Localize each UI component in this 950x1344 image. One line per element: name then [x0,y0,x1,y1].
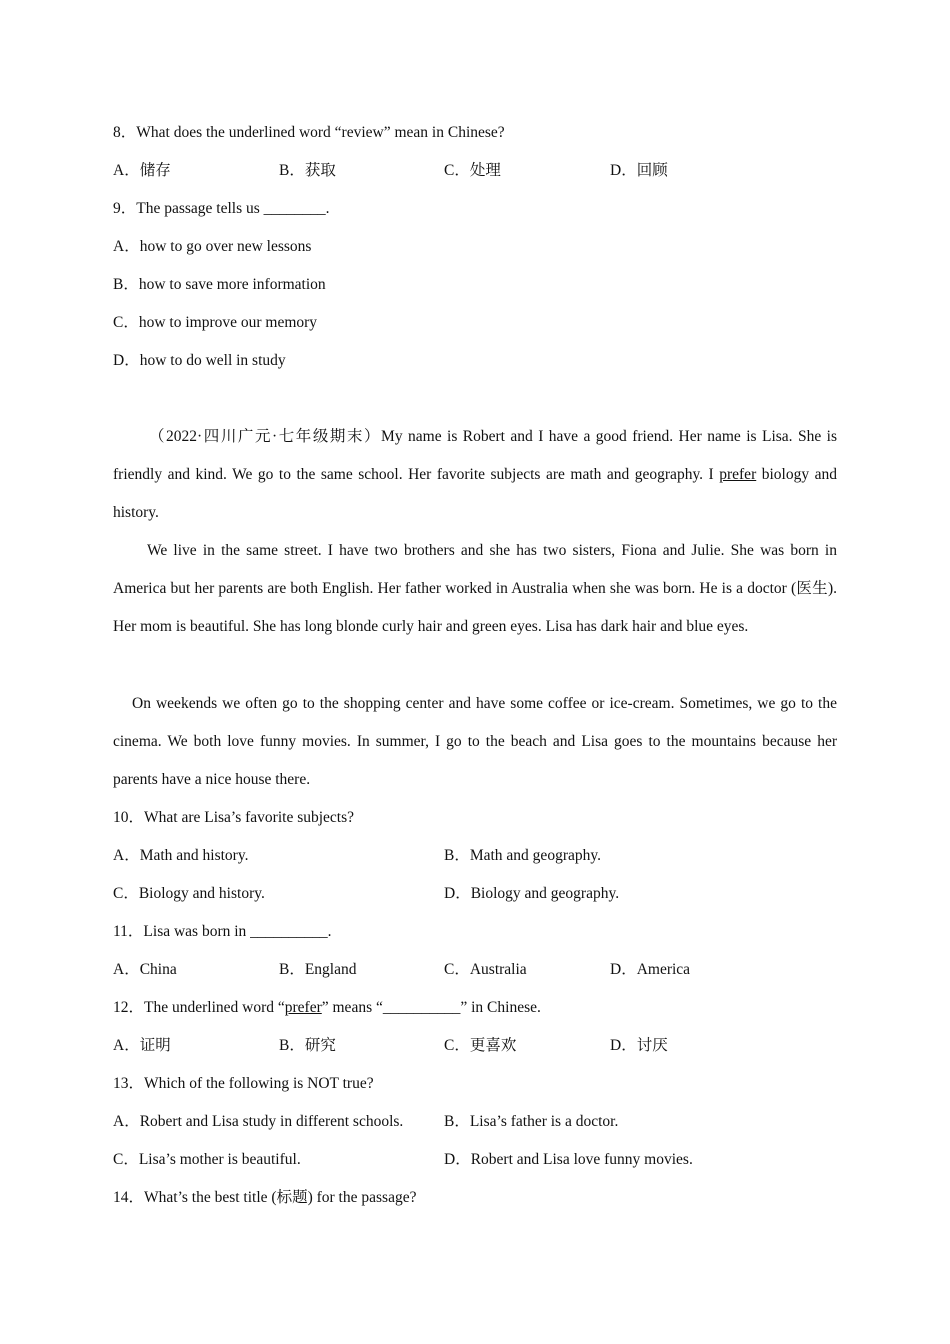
q10-option-d: D．Biology and geography. [444,885,620,902]
q10-option-b: B．Math and geography. [444,847,601,864]
q8-option-d: D．回顾 [610,162,668,179]
passage-paragraph-2: We live in the same street. I have two brothers and she has two sisters, Fiona and Julie. She was born in America but her parents are both English. Her father worked in Australia when she was born. He is a doctor (医生). Her mom is beautiful. She has long blonde curly hair and green eyes. Lisa has dark hair and blue eyes. [113,542,837,635]
q9-option-c: C．how to improve our memory [113,314,318,331]
question-10-stem: 10．What are Lisa’s favorite subjects? [113,809,355,826]
question-11-stem: 11．Lisa was born in __________. [113,923,332,940]
q12-option-a: A．证明 [113,1037,171,1054]
q12-stem-pre: 12．The underlined word “ [113,999,285,1016]
q11-option-b: B．England [279,961,357,978]
q11-option-a: A．China [113,961,177,978]
q13-option-c: C．Lisa’s mother is beautiful. [113,1151,301,1168]
q12-underlined-word: prefer [284,999,322,1016]
passage-paragraph-1 [113,418,837,532]
question-12-stem [113,998,541,1018]
q9-option-a: A．how to go over new lessons [113,238,312,255]
q8-option-a: A．储存 [113,162,171,179]
q12-stem-post: ” means “__________” in Chinese. [321,999,541,1016]
q13-option-a: A．Robert and Lisa study in different schools. [113,1113,404,1130]
p1-text-pre: （2022·四川广元·七年级期末）My name is Robert and I have a good friend. Her name is Lisa. She is friendly and kind. We go to the same school. Her favorite subjects are math and geography. I [113,428,837,483]
question-9-stem: 9．The passage tells us ________. [113,200,330,217]
q10-option-a: A．Math and history. [113,847,249,864]
question-14-stem: 14．What’s the best title (标题) for the passage? [113,1189,417,1206]
underlined-word-prefer: prefer [719,466,757,483]
q10-option-c: C．Biology and history. [113,885,265,902]
q13-option-d: D．Robert and Lisa love funny movies. [444,1151,693,1168]
passage-paragraph-3: On weekends we often go to the shopping center and have some coffee or ice-cream. Sometimes, we go to the cinema. We both love funny movies. In summer, I go to the beach and Lisa goes to the mountains because her parents have a nice house there. [113,695,837,788]
q9-option-b: B．how to save more information [113,276,326,293]
q8-option-c: C．处理 [444,162,501,179]
q13-option-b: B．Lisa’s father is a doctor. [444,1113,619,1130]
p1-text-post: biology and history. [113,466,837,521]
q12-option-c: C．更喜欢 [444,1037,517,1054]
q9-option-d: D．how to do well in study [113,352,286,369]
question-13-stem: 13．Which of the following is NOT true? [113,1075,374,1092]
q11-option-c: C．Australia [444,961,527,978]
question-8-stem: 8．What does the underlined word “review” mean in Chinese? [113,124,505,141]
q12-option-d: D．讨厌 [610,1037,668,1054]
q12-option-b: B．研究 [279,1037,336,1054]
q11-option-d: D．America [610,961,691,978]
q8-option-b: B．获取 [279,162,336,179]
